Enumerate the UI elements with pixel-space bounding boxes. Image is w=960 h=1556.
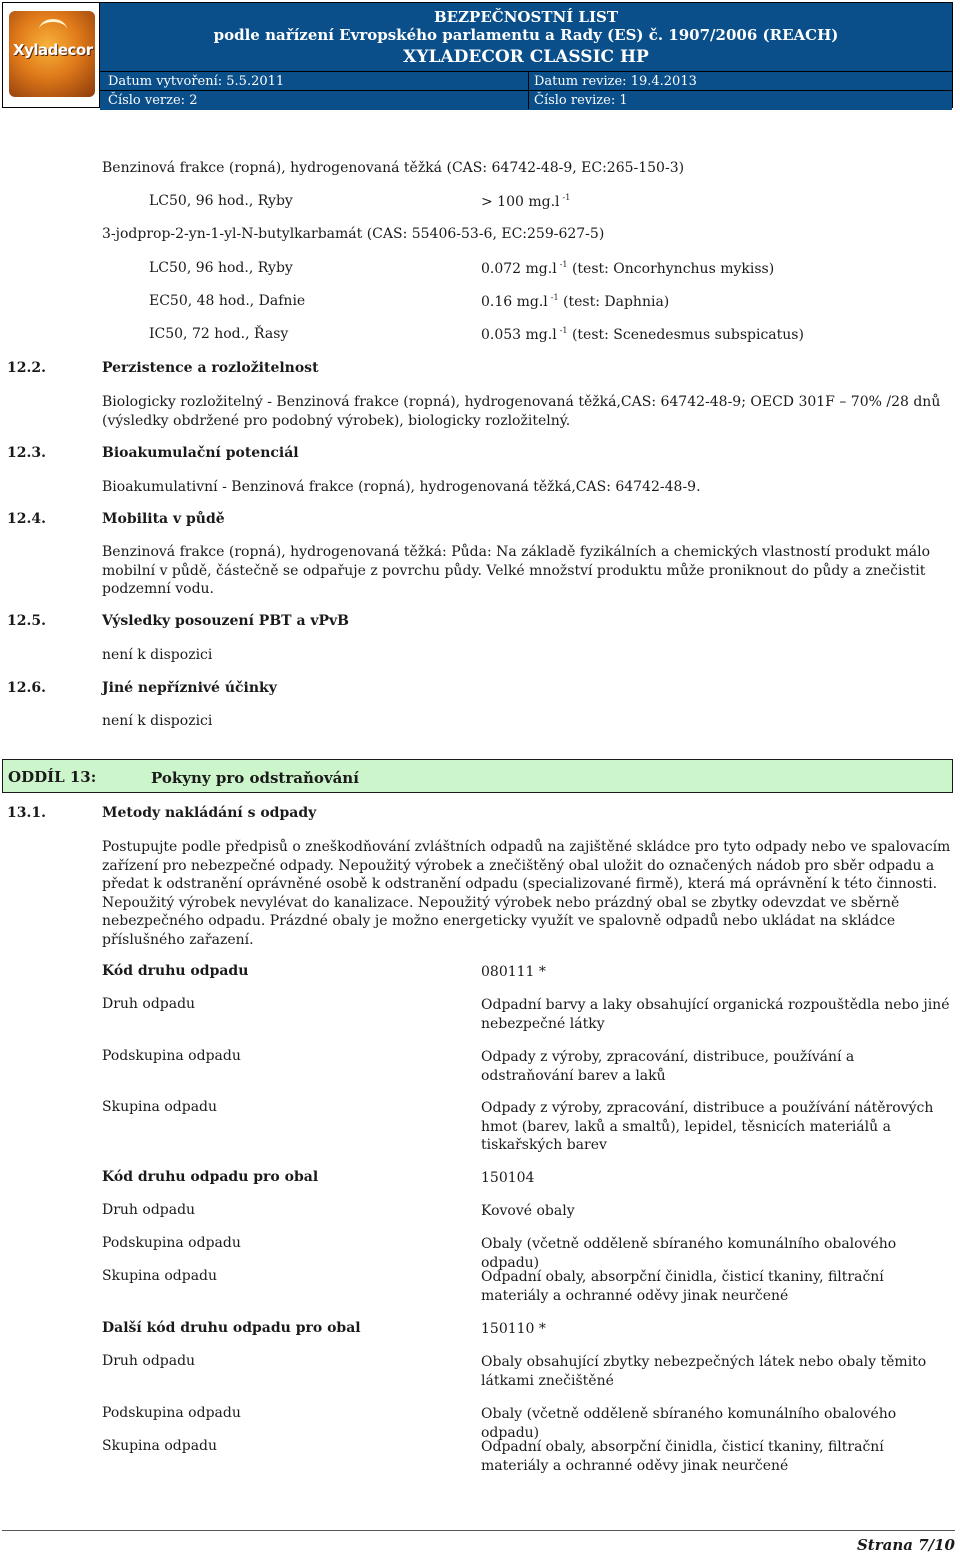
- section-title: Jiné nepříznivé účinky: [102, 680, 277, 696]
- section-number: 12.3.: [7, 445, 46, 461]
- waste-label: Druh odpadu: [102, 1353, 196, 1369]
- revision-number: Číslo revize: 1: [534, 93, 628, 108]
- waste-label: Podskupina odpadu: [102, 1048, 241, 1064]
- section-number: 12.2.: [7, 360, 46, 376]
- waste-label: Další kód druhu odpadu pro obal: [102, 1320, 361, 1336]
- tox-value: 0.16 mg.l $^{-1}$ (test: Daphnia): [481, 293, 670, 310]
- waste-value: Odpadní obaly, absorpční činidla, čisticí tkaniny, filtrační materiály a ochranné oděvy jinak neurčené: [481, 1439, 884, 1474]
- page-number: Strana 7/10: [856, 1536, 955, 1554]
- regulation-line: podle nařízení Evropského parlamentu a Rady (ES) č. 1907/2006 (REACH): [213, 26, 839, 44]
- waste-label: Skupina odpadu: [102, 1099, 218, 1115]
- tox-label: IC50, 72 hod., Řasy: [149, 326, 289, 342]
- other-effects-text: není k dispozici: [102, 713, 213, 729]
- tox-value: > 100 mg.l $^{-1}$: [481, 193, 571, 210]
- document-header: [2, 2, 953, 108]
- waste-label: Skupina odpadu: [102, 1438, 218, 1454]
- waste-value: Odpady z výroby, zpracování, distribuce a používání nátěrových hmot (barev, laků a smaltů), lepidel, těsnicích materiálů a tiskařských barev: [481, 1100, 934, 1153]
- section-number: 12.4.: [7, 511, 46, 527]
- waste-label: Skupina odpadu: [102, 1268, 218, 1284]
- tox-label: EC50, 48 hod., Dafnie: [149, 293, 306, 309]
- header-divider: [528, 71, 529, 109]
- logo-text: Xyladecor: [13, 41, 93, 59]
- waste-label: Druh odpadu: [102, 996, 196, 1012]
- logo-swirl-icon: [39, 19, 67, 40]
- section-title: Metody nakládání s odpady: [102, 805, 317, 821]
- waste-label: Podskupina odpadu: [102, 1405, 241, 1421]
- waste-methods-text: Postupujte podle předpisů o zneškodňování zvláštních odpadů na zajištěné skládce pro tyto odpady nebo ve spalovacím zařízení pro nebezpečné odpady. Nepoužitý výrobek a znečištěný obal uložit do označených nádob pro sběr odpadu a předat k odstranění oprávněné osobě k odstranění odpadu (specializované firmě), která má oprávnění k této činnosti. Nepoužitý výrobek nevylévat do kanalizace. Nepoužitý výrobek nebo prázdný obal se zbytky odevzdat ve sběrně nebezpečného odpadu. Prázdné obaly je možno energeticky využít ve spalovně odpadů nebo ukládat na skládce příslušného zařazení.: [102, 839, 951, 948]
- waste-label: Druh odpadu: [102, 1202, 196, 1218]
- logo-cell: [2, 2, 100, 108]
- pbt-text: není k dispozici: [102, 647, 213, 663]
- section-number: 12.6.: [7, 680, 46, 696]
- tox-value: 0.072 mg.l $^{-1}$ (test: Oncorhynchus mykiss): [481, 260, 775, 277]
- tox-value: 0.053 mg.l $^{-1}$ (test: Scenedesmus subspicatus): [481, 326, 804, 343]
- waste-value: 150110 *: [481, 1321, 546, 1337]
- revision-date: Datum revize: 19.4.2013: [534, 74, 697, 89]
- version-number: Číslo verze: 2: [108, 93, 198, 108]
- waste-value: Obaly (včetně odděleně sbíraného komunálního obalového odpadu): [481, 1236, 897, 1271]
- bioaccumulation-text: Bioakumulativní - Benzinová frakce (ropná), hydrogenovaná těžká,CAS: 64742-48-9.: [102, 479, 701, 495]
- header-main: [100, 2, 953, 108]
- document-title: BEZPEČNOSTNÍ LIST: [434, 8, 618, 26]
- waste-label: Kód druhu odpadu pro obal: [102, 1169, 319, 1185]
- footer-divider: [2, 1530, 955, 1531]
- tox-label: LC50, 96 hod., Ryby: [149, 260, 293, 276]
- waste-value: Obaly (včetně odděleně sbíraného komunálního obalového odpadu): [481, 1406, 897, 1441]
- waste-value: Odpadní barvy a laky obsahující organická rozpouštědla nebo jiné nebezpečné látky: [481, 997, 950, 1032]
- xyladecor-logo: [9, 11, 95, 97]
- waste-value: Odpadní obaly, absorpční činidla, čisticí tkaniny, filtrační materiály a ochranné oděvy jinak neurčené: [481, 1269, 884, 1304]
- section-banner-title: Pokyny pro odstraňování: [151, 769, 359, 787]
- waste-value: Kovové obaly: [481, 1203, 575, 1219]
- waste-value: Obaly obsahující zbytky nebezpečných látek nebo obaly těmito látkami znečištěné: [481, 1354, 927, 1389]
- section-number: 12.5.: [7, 613, 46, 629]
- waste-label: Kód druhu odpadu: [102, 963, 249, 979]
- substance-heading: 3-jodprop-2-yn-1-yl-N-butylkarbamát (CAS: 55406-53-6, EC:259-627-5): [102, 226, 605, 242]
- waste-label: Podskupina odpadu: [102, 1235, 241, 1251]
- created-date: Datum vytvoření: 5.5.2011: [108, 74, 285, 89]
- persistence-text: Biologicky rozložitelný - Benzinová frakce (ropná), hydrogenovaná těžká,CAS: 64742-48-9; OECD 301F – 70% /28 dnů (výsledky obdržené pro podobný výrobek), biologicky rozložitelný.: [102, 394, 941, 429]
- header-dates-row: [100, 71, 952, 91]
- substance-heading: Benzinová frakce (ropná), hydrogenovaná těžká (CAS: 64742-48-9, EC:265-150-3): [102, 160, 685, 176]
- waste-value: 150104: [481, 1170, 535, 1186]
- header-version-row: [100, 90, 952, 110]
- section-title: Výsledky posouzení PBT a vPvB: [102, 613, 350, 629]
- section-title: Perzistence a rozložitelnost: [102, 360, 319, 376]
- section-number: 13.1.: [7, 805, 46, 821]
- section-label: ODDÍL 13:: [8, 768, 97, 786]
- waste-value: 080111 *: [481, 964, 546, 980]
- section-title: Bioakumulační potenciál: [102, 445, 299, 461]
- waste-value: Odpady z výroby, zpracování, distribuce, používání a odstraňování barev a laků: [481, 1049, 855, 1084]
- section-13-banner: [2, 759, 953, 793]
- mobility-text: Benzinová frakce (ropná), hydrogenovaná těžká: Půda: Na základě fyzikálních a chemických vlastností produkt málo mobilní v půdě, částečně se odpařuje z povrchu půdy. Velké množství produktu může proniknout do půdy a znečistit podzemní vodu.: [102, 544, 931, 597]
- tox-label: LC50, 96 hod., Ryby: [149, 193, 293, 209]
- title-band: [100, 3, 952, 71]
- product-name: XYLADECOR CLASSIC HP: [403, 47, 649, 67]
- section-title: Mobilita v půdě: [102, 511, 225, 527]
